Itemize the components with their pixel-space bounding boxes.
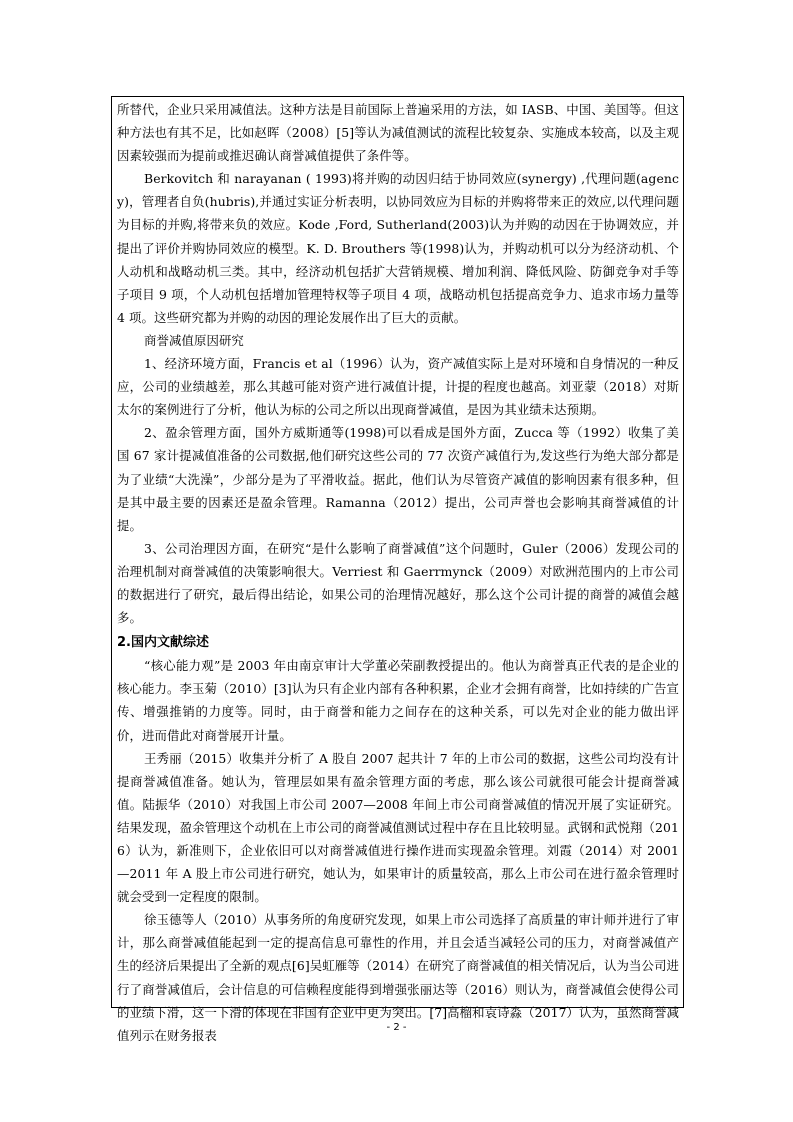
paragraph: “核心能力观”是 2003 年由南京审计大学董必荣副教授提出的。他认为商誉真正代表的是企业的核心能力。李玉菊（2010）[3]认为只有企业内部有各种积累，企业才会拥有商誉，比如持续的广告宣传、增强推销的力度等。同时，由于商誉和能力之间存在的这种关系，可以先对企业的能力做出评价，进而借此对商誉展开计量。: [117, 658, 679, 743]
paragraph: 所替代，企业只采用减值法。这种方法是目前国际上普遍采用的方法，如 IASB、中国、美国等。但这种方法也有其不足，比如赵晖（2008）[5]等认为减值测试的流程比较复杂、实施成本较高，以及主观因素较强而为提前或推迟确认商誉减值提供了条件等。: [117, 102, 679, 164]
paragraph: 3、公司治理因方面，在研究“是什么影响了商誉减值”这个问题时，Guler（2006）发现公司的治理机制对商誉减值的决策影响很大。Verriest 和 Gaerrmynck（2009）对欧洲范围内的上市公司的数据进行了研究，最后得出结论，如果公司的治理情况越好，那么这个公司计提的商誉的减值会越多。: [117, 540, 679, 626]
paragraph: 1、经济环境方面，Francis et al（1996）认为，资产减值实际上是对环境和自身情况的一种反应，公司的业绩越差，那么其越可能对资产进行减值计提，计提的程度也越高。刘亚蒙（2018）对斯太尔的案例进行了分析，他认为标的公司之所以出现商誉减值，是因为其业绩未达预期。: [117, 356, 679, 418]
paragraph: Berkovitch 和 narayanan ( 1993)将并购的动因归结于协同效应(synergy) ,代理问题(agency)，管理者自负(hubris),并通过实证分析表明，以协同效应为目标的并购将带来正的效应,以代理问题为目标的并购,将带来负的效应。Kode ,Ford, Sutherland(2003)认为并购的动因在于协调效应，并提出了评价并购协同效应的模型。K. D. Brouthers 等(1998)认为，并购动机可以分为经济动机、个人动机和战略动机三类。其中，经济动机包括扩大营销规模、增加利润、降低风险、防御竞争对手等子项目 9 项，个人动机包括增加管理特权等子项目 4 项，战略动机包括提高竞争力、追求市场力量等 4 项。这些研究都为并购的动因的理论发展作出了巨大的贡献。: [117, 171, 679, 325]
page-number: - 2 -: [386, 1022, 407, 1033]
paragraph: 徐玉德等人（2010）从事务所的角度研究发现，如果上市公司选择了高质量的审计师并进行了审计，那么商誉减值能起到一定的提高信息可靠性的作用，并且会适当减轻公司的压力，对商誉减值产生的经济后果提出了全新的观点[6]吴虹雁等（2014）在研究了商誉减值的相关情况后，认为当公司进行了商誉减值后，会计信息的可信赖程度能得到增强张丽达等（2016）则认为，商誉减值会使得公司的业绩下滑，这一下滑的体现在非国有企业中更为突出。[7]高榴和袁诗淼（2017）认为，虽然商誉减值列示在财务报表: [117, 912, 679, 1043]
subsection-title: 商誉减值原因研究: [144, 332, 244, 348]
paragraph: 2、盈余管理方面，国外方威斯通等(1998)可以看成是国外方面，Zucca 等（1992）收集了美国 67 家计提减值准备的公司数据,他们研究这些公司的 77 次资产减值行为,发这些行为绝大部分都是为了业绩“大洗澡”，少部分是为了平滑收益。据此，他们认为尽管资产减值的影响因素有很多种，但是其中最主要的因素还是盈余管理。Ramanna（2012）提出，公司声誉也会影响其商誉减值的计提。: [117, 425, 679, 533]
paragraph: 王秀丽（2015）收集并分析了 A 股自 2007 起共计 7 年的上市公司的数据，这些公司均没有计提商誉减值准备。她认为，管理层如果有盈余管理方面的考虑，那么该公司就很可能会计提商誉减值。陆振华（2010）对我国上市公司 2007—2008 年间上市公司商誉减值的情况开展了实证研究。结果发现，盈余管理这个动机在上市公司的商誉减值测试过程中存在且比较明显。武钢和武悦翔（2016）认为，新准则下，企业依旧可以对商誉减值进行操作进而实现盈余管理。刘霞（2014）对 2001—2011 年 A 股上市公司进行研究，她认为，如果审计的质量较高，那么上市公司在进行盈余管理时就会受到一定程度的限制。: [117, 750, 679, 905]
section-heading: 2.国内文献综述: [117, 635, 209, 651]
page-frame: [111, 96, 684, 1043]
